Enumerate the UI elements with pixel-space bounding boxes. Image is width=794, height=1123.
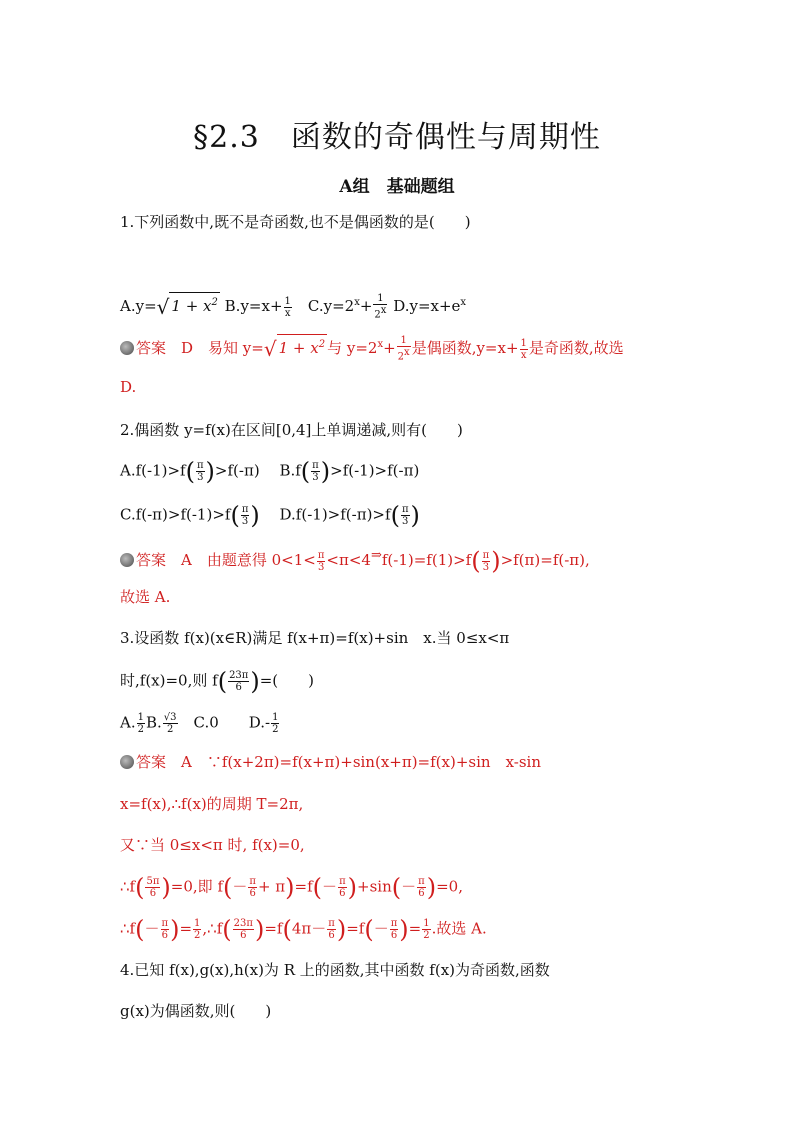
frac-num: 1	[377, 293, 384, 305]
answer-label: 答案	[136, 551, 167, 569]
frac-den: 6	[145, 887, 160, 899]
frac-den	[373, 304, 387, 320]
paren-close: )	[399, 915, 409, 944]
q1-answer-text: 是偶函数,y=x+	[411, 339, 519, 357]
q3-answer-text: =f	[264, 919, 283, 938]
q3-opt-cd: C.0 D.-	[178, 713, 271, 732]
paren-open: (	[391, 873, 402, 902]
paren-open: (	[222, 915, 232, 944]
q1-answer-text: 与 y=2	[327, 339, 378, 357]
paren-open: (	[223, 873, 233, 902]
q1-opt-c-label: C.y=2	[292, 297, 355, 315]
frac-den: 3	[312, 472, 319, 483]
frac-num: 1	[194, 918, 201, 929]
q3-answer-text: +sin	[357, 877, 392, 896]
minus-sign: －	[311, 919, 327, 938]
q3-answer-text: =f	[294, 877, 313, 896]
q2-opt-b-tail: >f(-1)>f(-π)	[330, 461, 420, 480]
frac-pi-over-6	[327, 918, 336, 941]
frac-pi-over-6	[161, 918, 170, 941]
frac-pi-over-3	[196, 460, 205, 483]
square-exp: 2	[211, 297, 218, 308]
frac-num: √3	[163, 712, 177, 723]
paren-close: )	[336, 915, 347, 944]
frac-pi-over-3	[401, 504, 410, 527]
q3-answer-text: =0,即 f	[170, 877, 223, 896]
frac-den: 3	[197, 472, 204, 483]
frac-1-over-x	[520, 338, 528, 361]
q2-stem: 2.偶函数 y=f(x)在区间[0,4]上单调递减,则有( )	[120, 421, 463, 439]
frac-num: 23π	[229, 670, 249, 681]
q3-answer-text: A ∵f(x+2π)=f(x+π)+sin(x+π)=f(x)+sin x-sin	[166, 753, 541, 771]
frac-den: 6	[228, 681, 249, 693]
frac-1-over-2x	[397, 335, 411, 362]
frac-pi-over-3	[482, 550, 491, 573]
q2-answer-text: A 由题意得 0<1<	[166, 551, 316, 569]
paren-close: )	[347, 873, 358, 902]
paren-open: (	[217, 667, 228, 696]
frac-num: π	[196, 460, 204, 471]
q3-answer-line1	[120, 752, 541, 772]
paren-close: )	[250, 667, 260, 696]
q1-opt-b-label: B.y=x+	[219, 297, 283, 315]
square-exp: 2	[318, 339, 326, 350]
frac-num: π	[418, 876, 425, 887]
plus-sign: +	[383, 339, 396, 357]
plus-sign: +	[359, 297, 373, 315]
frac-den: 2	[272, 724, 279, 735]
frac-num: π	[482, 549, 490, 561]
paren-close: )	[410, 501, 420, 530]
q1-answer-text: D 易知 y=	[166, 339, 264, 357]
frac-pi-over-3	[311, 460, 320, 483]
q3-options	[120, 712, 280, 735]
minus-sign: －	[401, 877, 417, 896]
frac-den: 2	[137, 724, 144, 735]
q1-answer-line2: D.	[120, 378, 137, 396]
frac-den: 3	[317, 561, 325, 573]
frac-num: 1	[272, 712, 279, 723]
answer-badge-icon	[120, 755, 134, 769]
q2-answer	[120, 546, 590, 573]
frac-num: π	[317, 549, 325, 561]
frac-den: x	[284, 307, 291, 319]
exp-x: x	[404, 347, 410, 359]
q2-options-ab	[120, 457, 420, 486]
answer-badge-icon	[120, 553, 134, 567]
paren-open: (	[390, 501, 400, 530]
frac-num: π	[401, 504, 409, 515]
radicand-text: 1 + x	[171, 297, 212, 315]
q2-opt-d: D.f(-1)>f(-π)>f	[259, 505, 391, 524]
q3-answer-text: =0,	[436, 877, 463, 896]
minus-sign: －	[232, 877, 248, 896]
q4-stem-line1: 4.已知 f(x),g(x),h(x)为 R 上的函数,其中函数 f(x)为奇函数,函数	[120, 961, 550, 979]
frac-num: π	[241, 504, 249, 515]
frac-one-half	[271, 712, 279, 735]
paren-open: (	[185, 457, 195, 486]
q3-answer-text: ∴f	[120, 919, 136, 938]
frac-den: 2	[423, 930, 430, 941]
frac-num: π	[161, 918, 169, 929]
frac-num: π	[390, 918, 398, 929]
frac-one-half	[137, 712, 145, 735]
frac-one-half	[193, 918, 201, 941]
paren-close: )	[320, 457, 331, 486]
q1-radicand	[277, 334, 327, 358]
q3-answer-text: =f	[346, 919, 365, 938]
frac-pi-over-6	[338, 876, 347, 899]
paren-open: (	[364, 915, 374, 944]
frac-pi-over-6	[248, 876, 257, 899]
frac-pi-over-3	[317, 550, 326, 573]
frac-den: 3	[402, 516, 409, 527]
answer-badge-icon	[120, 341, 134, 355]
answer-label: 答案	[136, 339, 167, 357]
q3-answer-text: .故选 A.	[431, 919, 487, 938]
paren-open: (	[135, 915, 145, 944]
q3-opt-a: A.	[120, 713, 136, 732]
q1-opt-d-label: D.y=x+e	[388, 297, 461, 315]
frac-den: 6	[249, 888, 256, 899]
frac-num: π	[312, 460, 319, 471]
radical-sign: √	[156, 295, 170, 319]
q2-opt-a: A.f(-1)>f	[120, 461, 186, 480]
frac-pi-over-6	[390, 918, 399, 941]
q2-answer-text: >f(π)=f(-π),	[500, 551, 590, 569]
plus-pi: + π	[257, 877, 286, 896]
q3-answer-text: ∴f	[120, 877, 136, 896]
q1-stem: 1.下列函数中,既不是奇函数,也不是偶函数的是( )	[120, 213, 471, 231]
exp-x: x	[354, 297, 360, 308]
q3-stem-text: =( )	[259, 671, 315, 690]
page-title: §2.3 函数的奇偶性与周期性	[193, 120, 601, 155]
q3-opt-b: B.	[145, 713, 162, 732]
answer-label: 答案	[136, 753, 167, 771]
paren-open: (	[471, 547, 481, 575]
frac-den: 2	[194, 930, 201, 941]
section-heading: A组 基础题组	[339, 177, 455, 197]
exp-x: x	[377, 339, 384, 350]
frac-num: π	[339, 876, 346, 887]
minus-sign: －	[322, 877, 338, 896]
q2-opt-c: C.f(-π)>f(-1)>f	[120, 505, 231, 524]
frac-sqrt3-over-2	[163, 712, 178, 735]
frac-one-half	[422, 918, 430, 941]
q1-opt-a-label: A.y=	[120, 297, 157, 315]
radical-sign: √	[263, 337, 277, 361]
q3-stem-line2	[120, 667, 315, 696]
frac-pi-over-3	[241, 504, 250, 527]
frac-den: 6	[418, 888, 425, 899]
q2-answer-text: f(-1)=f(1)>f	[381, 551, 472, 569]
frac-23pi-over-6	[233, 918, 254, 941]
frac-num: 23π	[233, 918, 253, 929]
frac-num: 5π	[146, 876, 160, 887]
q3-stem-text: 时,f(x)=0,则 f	[120, 671, 218, 690]
paren-close: )	[254, 915, 265, 944]
q2-opt-b: >f(-π) B.f	[214, 461, 301, 480]
paren-close: )	[491, 547, 501, 575]
implies-arrow-icon: ⇒	[370, 548, 382, 563]
exp-x: x	[380, 305, 387, 317]
frac-den: 6	[328, 930, 335, 941]
q2-answer-text: <π<4	[326, 551, 371, 569]
frac-den	[397, 346, 411, 362]
minus-sign: －	[373, 919, 389, 938]
base-2: 2	[374, 309, 381, 321]
frac-num: 1	[520, 337, 527, 349]
frac-num: π	[328, 918, 335, 929]
paren-close: )	[161, 873, 171, 902]
q1-options	[120, 292, 466, 321]
paren-close: )	[170, 915, 180, 944]
q4-stem-line2: g(x)为偶函数,则( )	[120, 1002, 272, 1020]
frac-num: 1	[423, 918, 430, 929]
frac-den: 6	[161, 930, 168, 941]
q1-radicand	[169, 292, 219, 316]
frac-num: 1	[137, 712, 144, 723]
four-pi: 4π	[291, 919, 312, 938]
frac-5pi-over-6	[145, 876, 160, 899]
q1-answer	[120, 334, 624, 363]
q3-answer-text: =	[179, 919, 193, 938]
paren-open: (	[300, 457, 311, 486]
q3-answer-line2: x=f(x),∴f(x)的周期 T=2π,	[120, 795, 304, 813]
q2-answer-line2: 故选 A.	[120, 588, 171, 606]
frac-1-over-2x	[373, 293, 387, 320]
frac-num: 1	[284, 295, 291, 307]
frac-1-over-x	[284, 296, 292, 319]
paren-open: (	[135, 873, 145, 902]
paren-open: (	[230, 501, 240, 530]
frac-den: x	[520, 349, 527, 361]
q3-stem-line1: 3.设函数 f(x)(x∈R)满足 f(x+π)=f(x)+sin x.当 0≤x<π	[120, 629, 510, 647]
minus-sign: －	[144, 919, 160, 938]
paren-close: )	[250, 501, 260, 530]
q3-answer-line3: 又∵当 0≤x<π 时, f(x)=0,	[120, 836, 305, 854]
frac-num: 1	[400, 335, 407, 347]
frac-den: 6	[233, 929, 254, 941]
q1-answer-text: 是奇函数,故选	[528, 339, 624, 357]
exp-x: x	[460, 297, 467, 308]
paren-open: (	[282, 915, 292, 944]
frac-den: 6	[339, 888, 346, 899]
frac-num: π	[249, 876, 256, 887]
q2-options-cd	[120, 501, 420, 530]
paren-open: (	[312, 873, 323, 902]
frac-den: 3	[482, 561, 490, 573]
frac-den: 3	[241, 516, 249, 527]
frac-23pi-over-6	[228, 670, 249, 693]
paren-close: )	[285, 873, 295, 902]
frac-den: 6	[390, 930, 398, 941]
paren-close: )	[205, 457, 215, 486]
q3-answer-line5	[120, 915, 487, 944]
q3-answer-text: ,∴f	[202, 919, 223, 938]
frac-pi-over-6	[417, 876, 426, 899]
paren-close: )	[426, 873, 437, 902]
q3-answer-line4	[120, 873, 463, 902]
radicand-text: 1 + x	[278, 339, 319, 357]
q3-answer-text: =	[408, 919, 422, 938]
frac-den: 2	[163, 723, 178, 735]
base-2: 2	[397, 351, 405, 363]
